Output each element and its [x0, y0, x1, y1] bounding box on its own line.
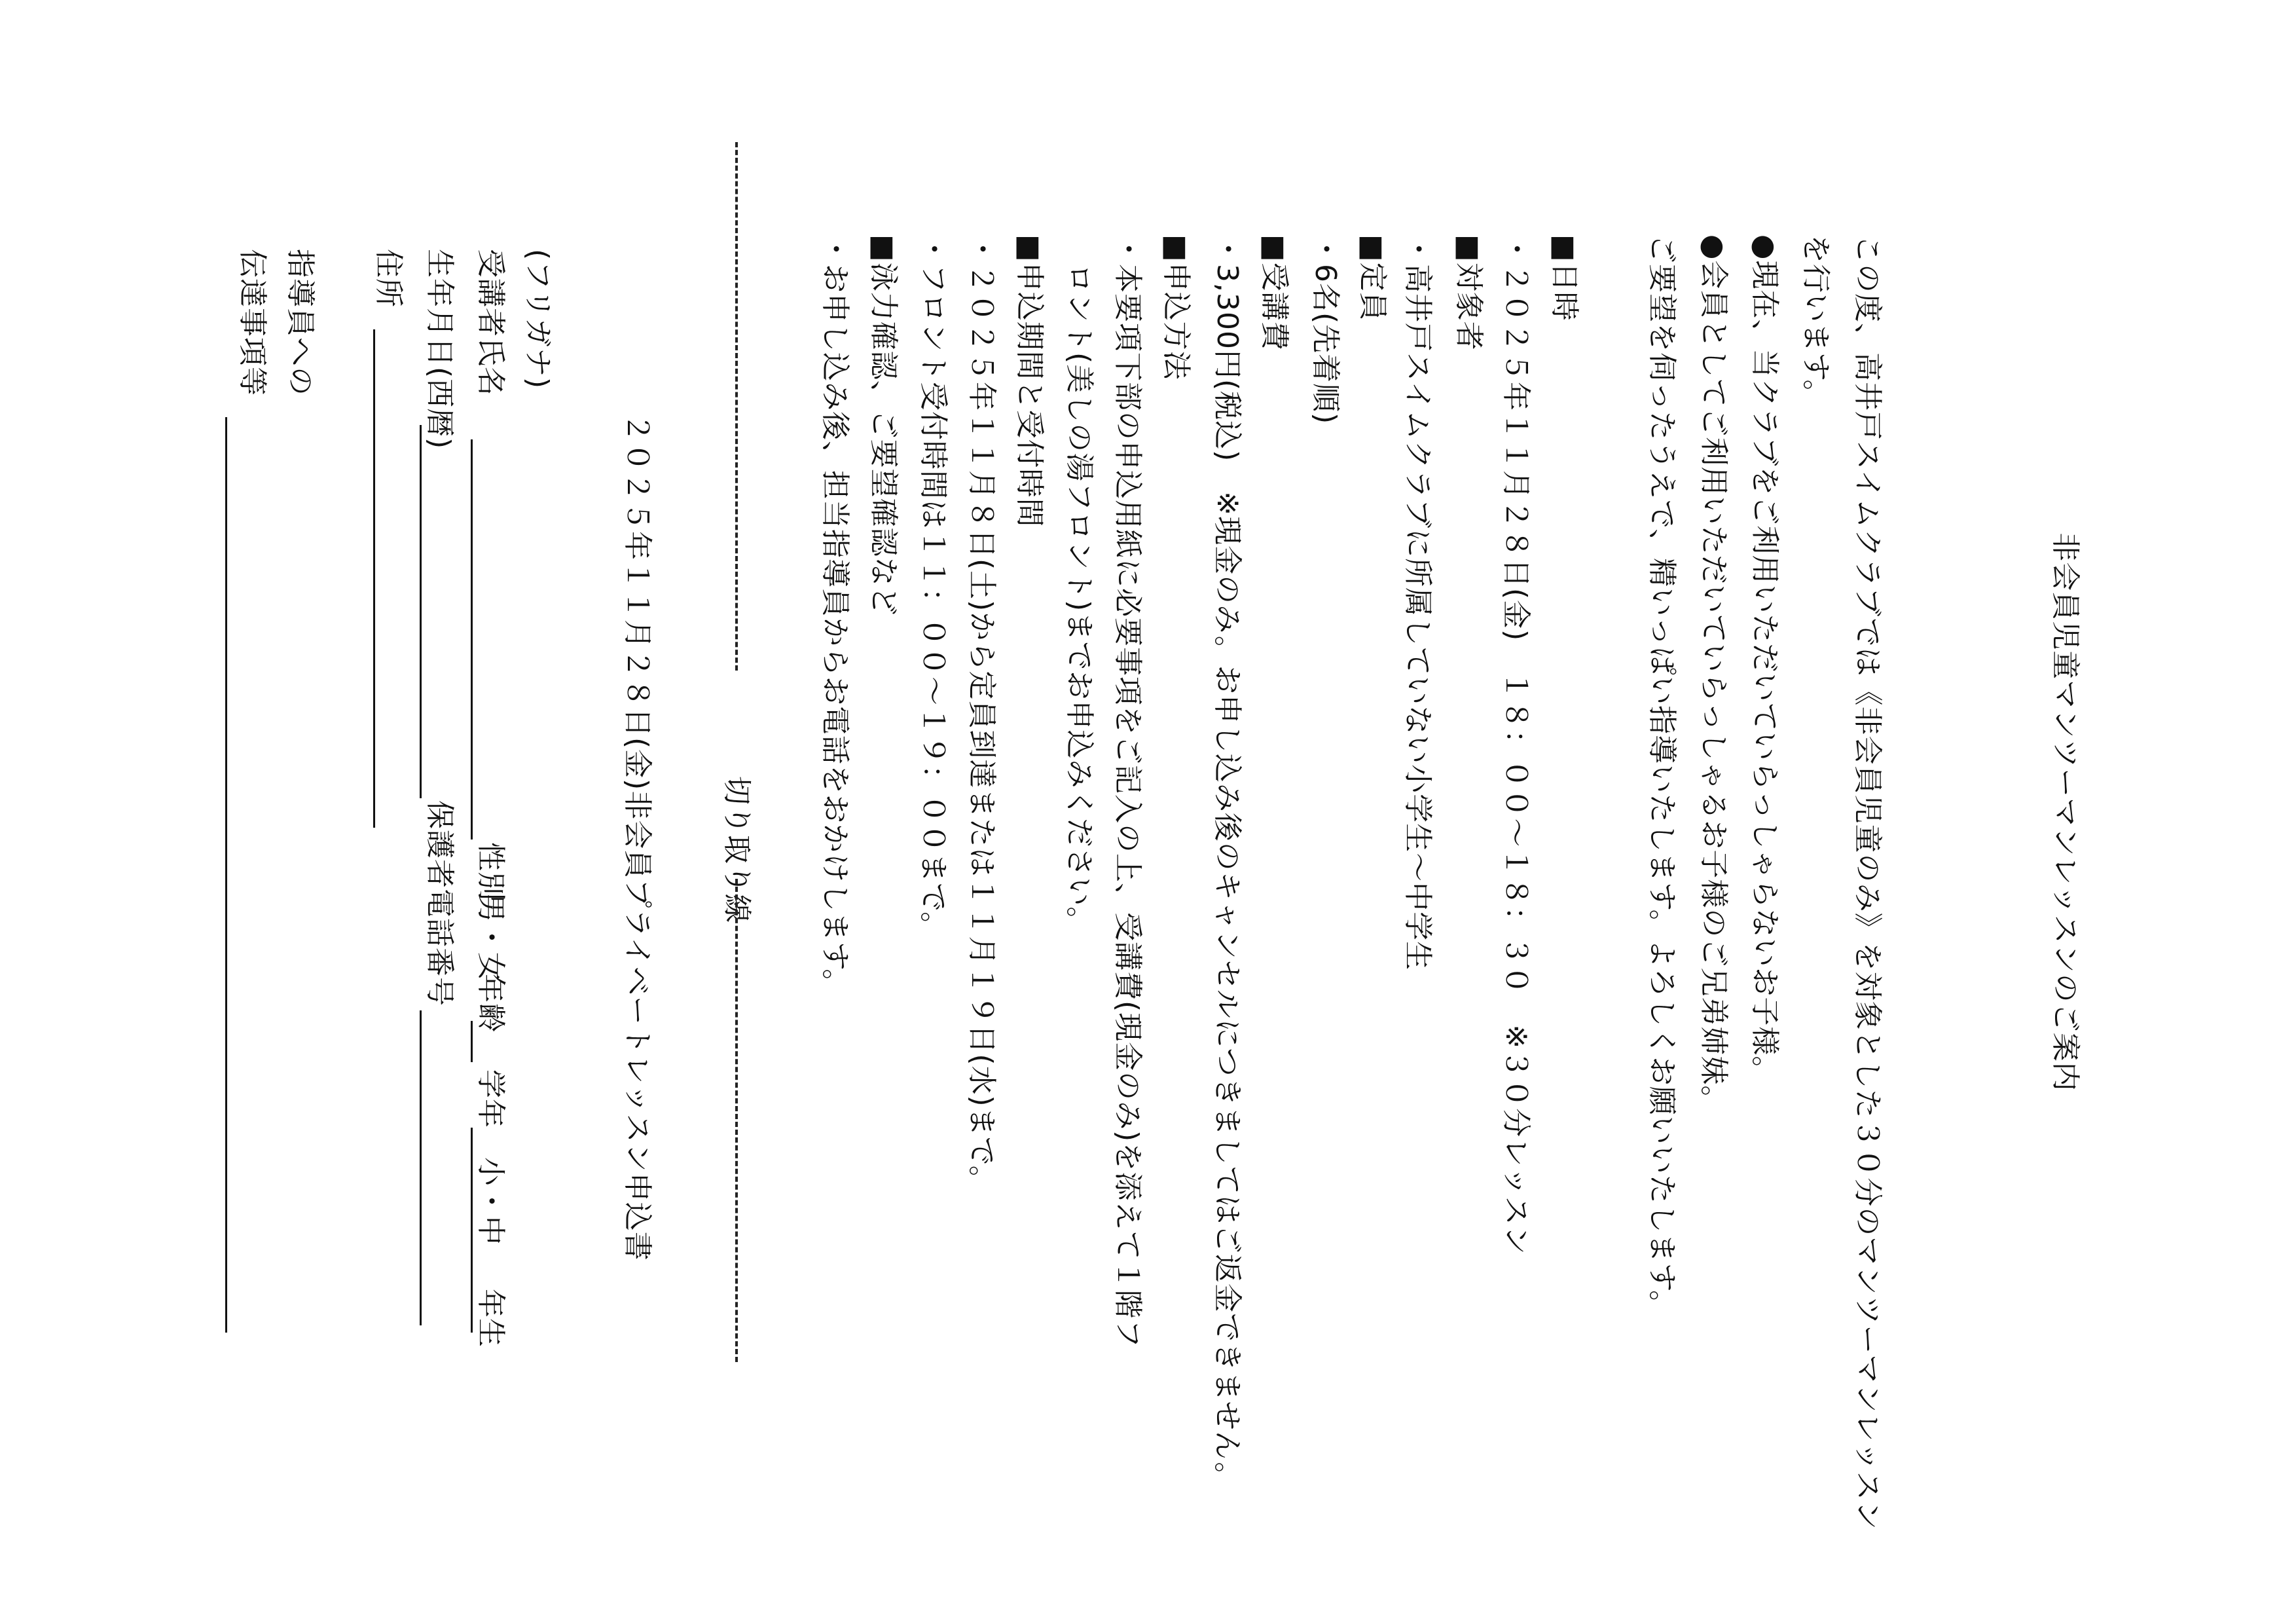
target-text: ・高井戸スイムクラブに所属していない小学生～中学生: [1401, 234, 1434, 971]
section-heading-period: ■申込期間と受付時間: [1013, 234, 1046, 528]
age-label: 年齢: [474, 974, 507, 1033]
birthdate-label: 生年月日(西暦): [423, 249, 456, 450]
section-heading-method: ■申込方法: [1159, 234, 1193, 380]
section-heading-datetime: ■日時: [1548, 234, 1581, 322]
grade-label: 学年: [474, 1069, 507, 1128]
method-text: ・本要項下部の申込用紙に必要事項をご記入の上、受講費(現金のみ)を添えて１階フ: [1111, 234, 1144, 1349]
address-field[interactable]: [373, 329, 375, 828]
birthdate-field[interactable]: [420, 425, 422, 798]
datetime-text: ・２０２５年１１月２８日(金) １８：００～１８：３０ ※３０分レッスン: [1499, 234, 1533, 1255]
fee-text: ・3,300円(税込) ※現金のみ。お申し込み後のキャンセルにつきましてはご返金できません。: [1211, 234, 1244, 1492]
guardian-phone-label: 保護者電話番号: [423, 800, 456, 1006]
intro-line: ご要望を伺ったうえで、精いっぱい指導いたします。よろしくお願いいたします。: [1645, 234, 1679, 1320]
capacity-text: ・6名(先着順): [1309, 234, 1342, 425]
section-heading-target: ■対象者: [1452, 234, 1485, 351]
intro-bullet: ●会員としてご利用いただいていらっしゃるお子様のご兄弟姉妹。: [1697, 234, 1730, 1115]
gender-label: 性別: [474, 842, 507, 901]
section-heading-check: ■泳力確認、ご要望確認など: [867, 234, 900, 616]
reception-hours-text: ・フロント受付時間は１１：００～１９：００まで。: [917, 234, 950, 942]
cut-line-label: 切り取り線: [720, 776, 754, 923]
notes-label-line1: 指導員への: [283, 249, 317, 396]
grade-options[interactable]: 小・中: [474, 1157, 507, 1246]
period-text: ・２０２５年１１月８日(土)から定員到達または１１月１９日(水)まで。: [965, 234, 998, 1195]
page-title: 非会員児童マンツーマンレッスンのご案内: [2049, 532, 2082, 1092]
method-text-continued: ロント(美しの湯フロント)までお申込みください。: [1063, 264, 1096, 936]
grade-suffix: 年生: [474, 1289, 507, 1348]
section-heading-capacity: ■定員: [1356, 234, 1389, 322]
guardian-phone-field[interactable]: [420, 1010, 422, 1325]
notes-field[interactable]: [225, 417, 227, 1333]
intro-line: この度、高井戸スイムクラブでは《非会員児童のみ》を対象とした３０分のマンツーマンレッスン: [1851, 234, 1884, 1530]
address-label: 住所: [372, 249, 405, 308]
form-title: ２０２５年１１月２８日(金)非会員プライベートレッスン申込書: [621, 413, 654, 1261]
furigana-label: (フリガナ): [521, 249, 555, 390]
intro-bullet: ●現在、当クラブをご利用いただいていらっしゃらないお子様。: [1748, 234, 1781, 1086]
cut-line-left: [735, 142, 738, 671]
cut-line-right: [735, 879, 738, 1362]
name-label: 受講者氏名: [474, 249, 507, 396]
age-field[interactable]: [471, 1021, 473, 1062]
check-text: ・お申し込み後、担当指導員からお電話をおかけします。: [818, 234, 852, 999]
notes-label-line2: 伝達事項等: [236, 249, 269, 396]
gender-options[interactable]: 男・女: [474, 893, 507, 982]
intro-line: を行います。: [1799, 234, 1832, 409]
section-heading-fee: ■受講費: [1258, 234, 1291, 351]
name-field[interactable]: [471, 439, 473, 840]
